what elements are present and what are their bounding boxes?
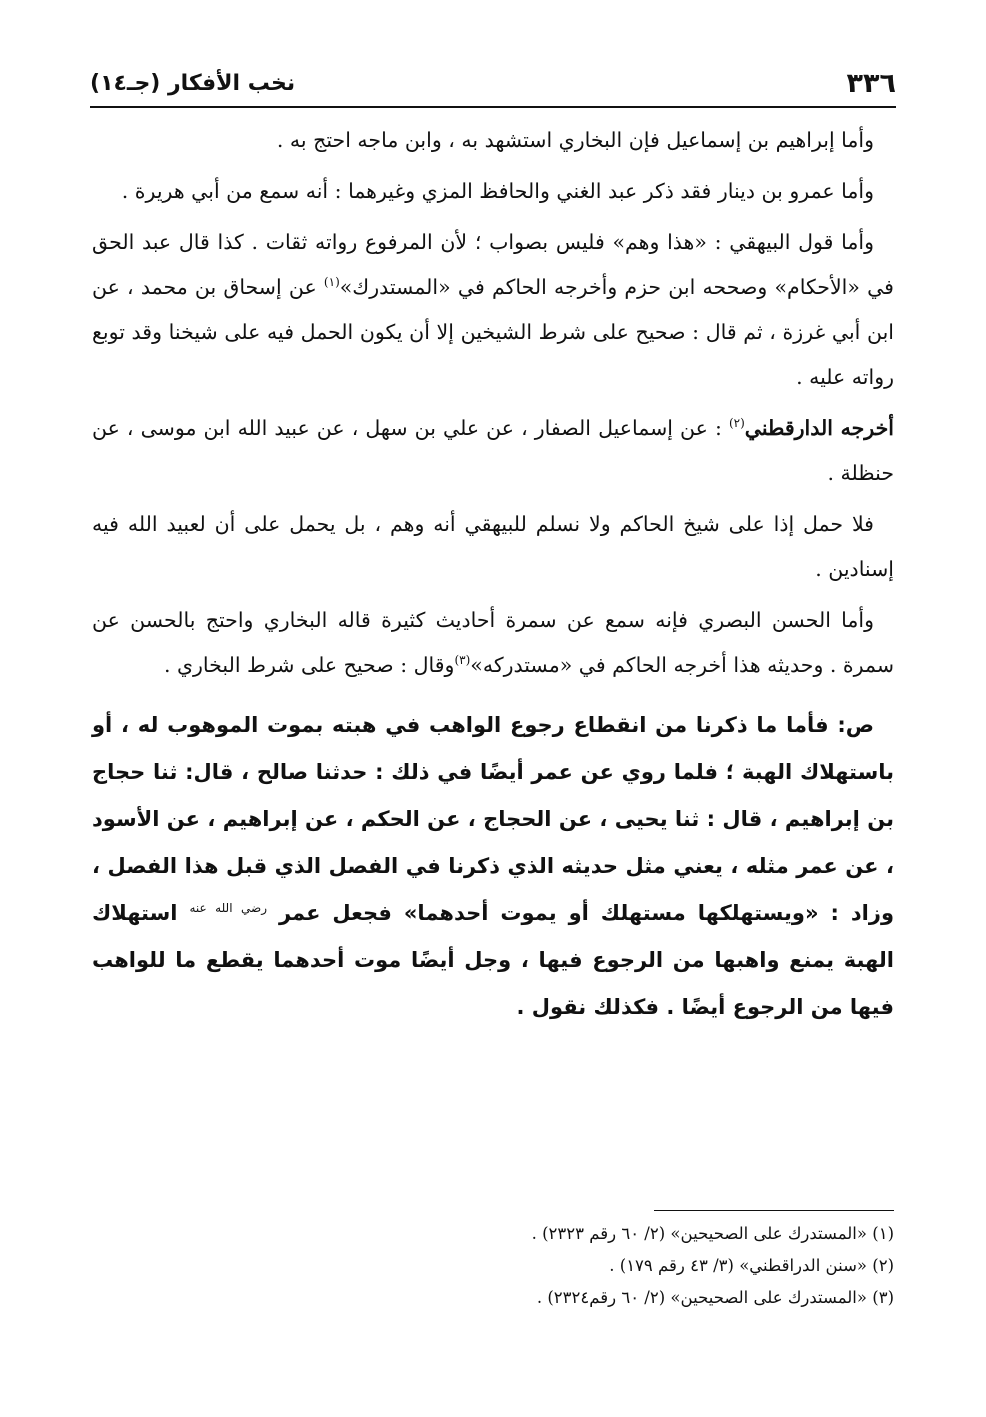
- footnote-item: (٣) «المستدرك على الصحيحين» (٢/ ٦٠ رقم٢٣٢٤) .: [536, 1288, 894, 1307]
- page-header: [90, 60, 896, 106]
- paragraph-text: وأما الحسن البصري فإنه سمع عن سمرة أحاديث كثيرة قاله البخاري واحتج بالحسن عن سمرة . وحديثه هذا أخرجه الحاكم في «مستدركه»: [92, 608, 894, 677]
- paragraph: [92, 118, 894, 163]
- paragraph-text: استهلاك الهبة يمنع واهبها من الرجوع فيها ، وجل أيضًا موت أحدهما يقطع ما للواهب فيها من الرجوع أيضًا . فكذلك نقول .: [92, 901, 894, 1019]
- running-title: نخب الأفكار (جـ١٤): [90, 70, 296, 96]
- paragraph: [92, 406, 894, 496]
- paragraph: [92, 220, 894, 400]
- paragraph: [92, 169, 894, 214]
- paragraph-text: وقال : صحيح على شرط البخاري .: [163, 653, 455, 677]
- header-rule: [90, 106, 896, 108]
- paragraph-lead: أخرجه الدارقطني: [744, 416, 894, 440]
- footnote-ref: (١): [323, 275, 340, 290]
- paragraph-text: وأما عمرو بن دينار فقد ذكر عبد الغني والحافظ المزي وغيرهما : أنه سمع من أبي هريرة .: [121, 179, 874, 203]
- honorific-mark: رضي الله عنه: [189, 901, 267, 915]
- paragraph-text: وأما إبراهيم بن إسماعيل فإن البخاري استشهد به ، وابن ماجه احتج به .: [276, 128, 874, 152]
- footnotes: [92, 1218, 894, 1314]
- paragraph-text: وأما قول البيهقي : «هذا وهم» فليس بصواب ؛ لأن المرفوع رواته ثقات . كذا قال عبد الحق في «الأحكام» وصححه ابن حزم وأخرجه الحاكم في «المستدرك»: [92, 230, 894, 299]
- paragraph-text: فلا حمل إذا على شيخ الحاكم ولا نسلم للبيهقي أنه وهم ، بل يحمل على أن لعبيد الله فيه إسنادين .: [92, 512, 894, 581]
- paragraph-text: : عن إسماعيل الصفار ، عن علي بن سهل ، عن عبيد الله ابن موسى ، عن حنظلة .: [92, 416, 894, 485]
- paragraph-text: عن إسحاق بن محمد ، عن ابن أبي غرزة ، ثم قال : صحيح على شرط الشيخين إلا أن يكون الحمل فيه على شيخنا وقد توبع رواته عليه .: [92, 275, 894, 389]
- footnote-rule: [654, 1210, 894, 1211]
- paragraph: [92, 598, 894, 688]
- paragraph-text: ص: فأما ما ذكرنا من انقطاع رجوع الواهب في هبته بموت الموهوب له ، أو باستهلاك الهبة ؛ فلما روي عن عمر أيضًا في ذلك : حدثنا صالح ، قال: ثنا حجاج بن إبراهيم ، قال : ثنا يحيى ، عن الحجاج ، عن الحكم ، عن إبراهيم ، عن الأسود ، عن عمر مثله ، يعني مثل حديثه الذي ذكرنا في الفصل الذي قبل هذا الفصل ، وزاد : «ويستهلكها مستهلك أو يموت أحدهما» فجعل عمر: [92, 713, 894, 925]
- footnote-item: (٢) «سنن الدراقطني» (٣/ ٤٣ رقم ١٧٩) .: [609, 1256, 894, 1275]
- page-number: ٣٣٦: [846, 67, 896, 99]
- footnote-item: (١) «المستدرك على الصحيحين» (٢/ ٦٠ رقم ٢٣٢٣) .: [531, 1224, 894, 1243]
- footnote-ref: (٢): [728, 416, 745, 431]
- paragraph: [92, 502, 894, 592]
- matn-paragraph: [92, 702, 894, 1031]
- footnote-ref: (٣): [454, 653, 471, 668]
- main-text: [92, 118, 894, 1031]
